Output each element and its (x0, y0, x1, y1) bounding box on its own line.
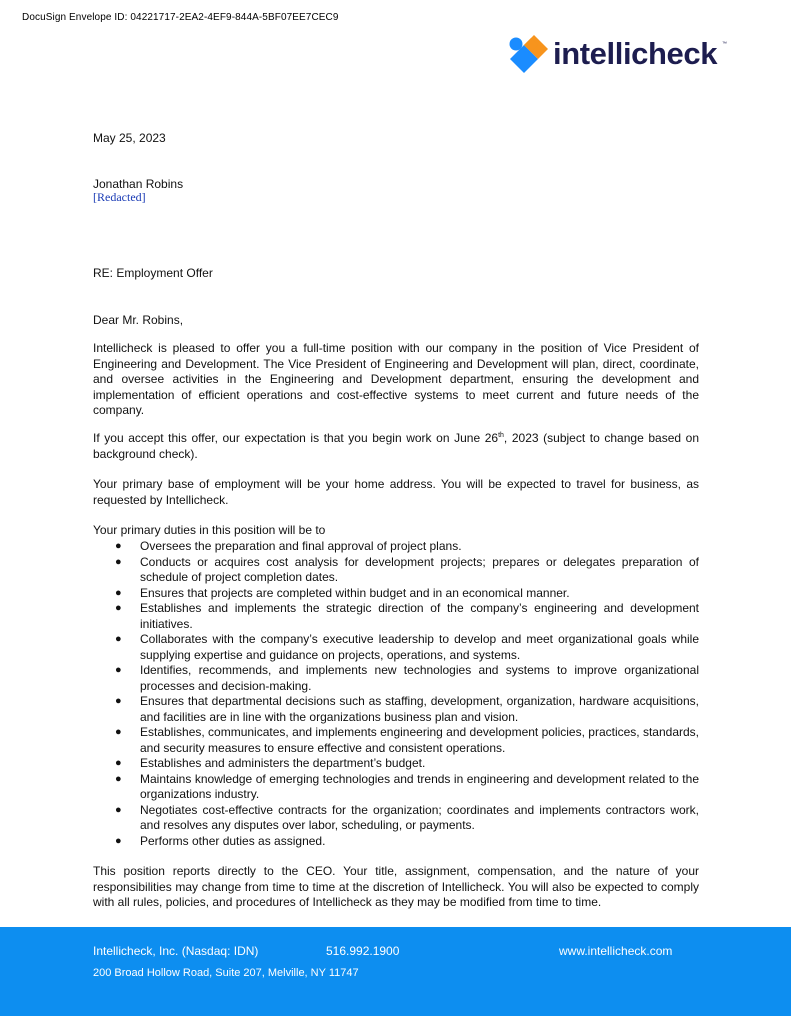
re-line: RE: Employment Offer (93, 266, 213, 280)
duty-text: Establishes, communicates, and implements engineering and development policies, practices, standards, and security measures to ensure effective and consistent operations. (140, 725, 699, 755)
duty-text: Conducts or acquires cost analysis for development projects; prepares or delegates preparation of schedule of project completion dates. (140, 554, 699, 584)
duty-text: Collaborates with the company’s executive leadership to develop and meet organizational goals while supplying expertise and guidance on projects, operations, and systems. (140, 632, 699, 662)
duty-text: Negotiates cost-effective contracts for the organization; coordinates and implements contractors work, and resolves any disputes over labor, scheduling, or payments. (140, 802, 699, 832)
bullet-icon: ● (115, 664, 122, 676)
start-date-text: If you accept this offer, our expectation is that you begin work on June 26 (93, 431, 499, 445)
duty-text: Maintains knowledge of emerging technologies and trends in engineering and development related to the organizations industry. (140, 771, 699, 801)
intellicheck-logo (500, 34, 732, 78)
footer-bar (0, 927, 791, 1016)
recipient-name: Jonathan Robins (93, 177, 184, 191)
list-item (93, 772, 699, 803)
recipient-redacted: [Redacted] (93, 190, 146, 204)
bullet-icon: ● (115, 803, 122, 816)
salutation: Dear Mr. Robins, (93, 313, 184, 327)
footer-phone: 516.992.1900 (326, 944, 400, 958)
list-item (93, 586, 699, 602)
duty-text: Identifies, recommends, and implements new technologies and systems to improve organizational processes and decision-making. (140, 663, 699, 693)
start-date-superscript: th (498, 432, 504, 439)
list-item (93, 601, 699, 632)
list-item (93, 555, 699, 586)
start-date-text-cont: , 2023 (subject to change based on background check). (93, 431, 699, 461)
duty-text: Establishes and administers the department’s budget. (140, 756, 426, 770)
docusign-envelope-id: DocuSign Envelope ID: 04221717-2EA2-4EF9-844A-5BF07EE7CEC9 (22, 12, 339, 23)
duties-list (93, 539, 699, 849)
paragraph-base: Your primary base of employment will be your home address. You will be expected to travel for business, as requested by Intellicheck. (93, 477, 699, 507)
footer-website: www.intellicheck.com (559, 944, 673, 958)
list-item (93, 663, 699, 694)
bullet-icon: ● (115, 633, 122, 645)
duties-intro: Your primary duties in this position will be to (93, 523, 326, 537)
bullet-icon: ● (115, 602, 122, 614)
bullet-icon: ● (115, 586, 122, 599)
duty-text: Ensures that projects are completed within budget and in an economical manner. (140, 585, 570, 600)
bullet-icon: ● (115, 757, 122, 769)
list-item (93, 756, 699, 772)
bullet-icon: ● (115, 695, 122, 707)
logo-wordmark: intellicheck (553, 36, 718, 71)
footer-company: Intellicheck, Inc. (Nasdaq: IDN) (93, 944, 259, 958)
paragraph-start-date (93, 431, 699, 462)
logo-trademark: ™ (722, 41, 727, 47)
list-item (93, 834, 699, 850)
list-item (93, 632, 699, 663)
letter-date: May 25, 2023 (93, 131, 166, 145)
bullet-icon: ● (115, 555, 122, 568)
list-item (93, 725, 699, 756)
duty-text: Establishes and implements the strategic direction of the company’s engineering and development initiatives. (140, 601, 699, 631)
bullet-icon: ● (115, 772, 122, 785)
list-item (93, 539, 699, 555)
footer-address: 200 Broad Hollow Road, Suite 207, Melville, NY 11747 (93, 967, 359, 979)
bullet-icon: ● (115, 540, 122, 552)
bullet-icon: ● (115, 726, 122, 738)
paragraph-offer: Intellicheck is pleased to offer you a full-time position with our company in the position of Vice President of Engineering and Development. The Vice President of Engineering and Development will plan, direct, coordinate, and oversee activities in the Engineering and Development department, ensuring the development and implementation of efficient operations and cost-effective systems to meet current and future needs of the company. (93, 341, 699, 417)
list-item (93, 803, 699, 834)
duty-text: Performs other duties as assigned. (140, 833, 326, 848)
duty-text: Oversees the preparation and final approval of project plans. (140, 539, 462, 553)
duty-text: Ensures that departmental decisions such as staffing, development, organization, hardware acquisitions, and facilities are in line with the organizations business plan and vision. (140, 694, 699, 724)
list-item (93, 694, 699, 725)
bullet-icon: ● (115, 834, 122, 847)
paragraph-reporting: This position reports directly to the CEO. Your title, assignment, compensation, and the nature of your responsibilities may change from time to time at the discretion of Intellicheck. You will also be expected to comply with all rules, policies, and procedures of Intellicheck as they may be modified from time to time. (93, 864, 699, 909)
logo-mark-icon (500, 34, 552, 78)
